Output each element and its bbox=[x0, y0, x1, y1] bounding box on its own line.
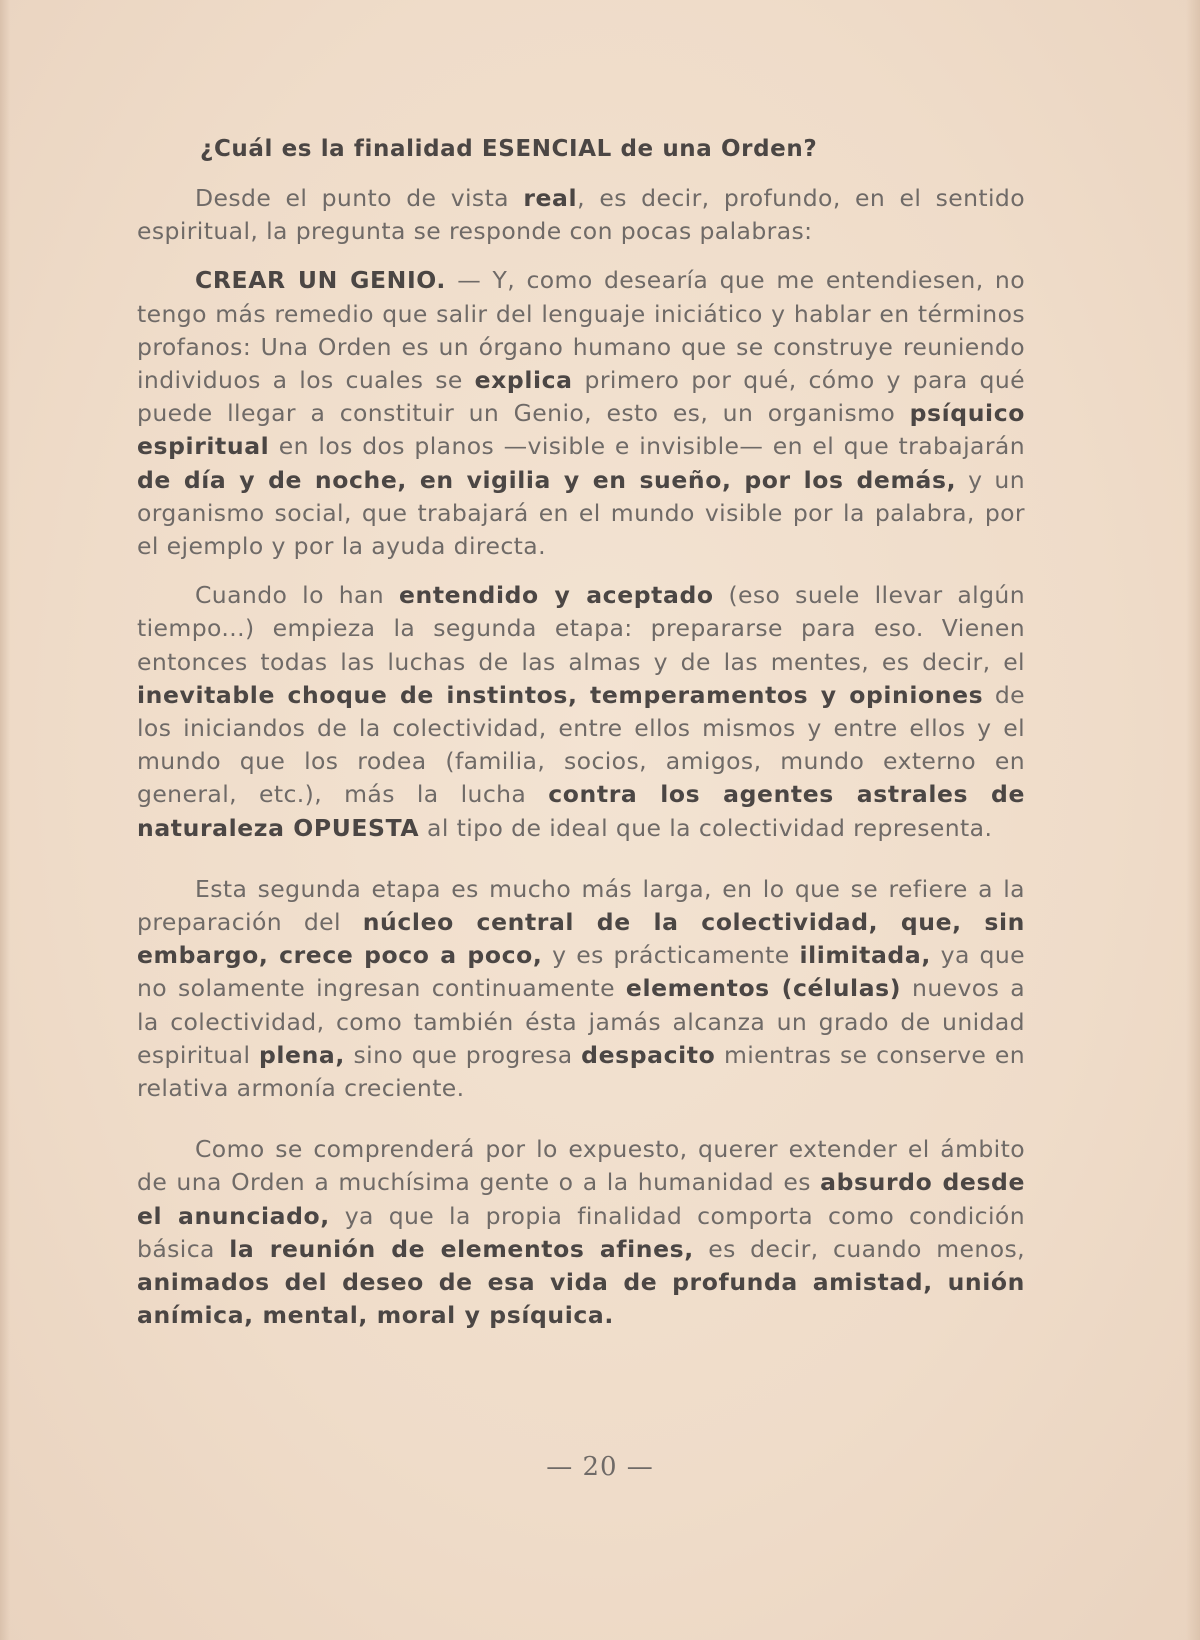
text: — Y, como desearía que me entendiesen, no tengo más remedio que salir del lenguaje iniciático y hablar en términos profanos: Una Orden es un órgano humano que se construye reuniendo individuos a los cuales se bbox=[137, 266, 1025, 395]
paragraph-2 bbox=[137, 264, 1025, 563]
text: Desde el punto de vista bbox=[195, 184, 524, 212]
page-content bbox=[137, 128, 1025, 1333]
text: mientras se conserve en relativa armonía creciente. bbox=[137, 1040, 1025, 1103]
bold-text: entendido y aceptado bbox=[398, 581, 714, 610]
bold-text: absurdo desde el anunciado, bbox=[137, 1168, 1025, 1230]
paragraph-4 bbox=[137, 873, 1025, 1105]
bold-text: explica bbox=[474, 366, 573, 395]
bold-text: ilimitada, bbox=[799, 941, 931, 970]
text: ya que no solamente ingresan continuamente bbox=[137, 941, 1025, 1003]
paragraph-1 bbox=[137, 182, 1025, 248]
page-number: — 20 — bbox=[546, 1452, 654, 1482]
text: primero por qué, cómo y para qué puede llegar a constituir un Genio, esto es, un organismo bbox=[137, 366, 1025, 428]
paragraph-5 bbox=[137, 1133, 1025, 1332]
section-heading: ¿Cuál es la finalidad ESENCIAL de una Orden? bbox=[200, 136, 818, 162]
bold-text: contra los agentes astrales de naturaleza OPUESTA bbox=[137, 780, 1025, 842]
text: ya que la propia finalidad comporta como condición básica bbox=[137, 1201, 1026, 1263]
text: al tipo de ideal que la colectividad representa. bbox=[419, 813, 993, 842]
bold-text: CREAR UN GENIO. bbox=[195, 266, 446, 295]
text: , es decir, profundo, en el sentido espiritual, la pregunta se responde con pocas palabras: bbox=[137, 184, 1026, 246]
bold-text: elementos (células) bbox=[625, 974, 902, 1003]
text: Cuando lo han bbox=[195, 581, 399, 610]
bold-text: animados del deseo de esa vida de profunda amistad, unión anímica, mental, moral y psíquica. bbox=[137, 1268, 1025, 1330]
text: es decir, cuando menos, bbox=[693, 1234, 1025, 1263]
bold-text: la reunión de elementos afines, bbox=[229, 1234, 694, 1263]
text: Como se comprenderá por lo expuesto, querer extender el ámbito de una Orden a muchísima gente o a la humanidad es bbox=[137, 1135, 1025, 1197]
text: nuevos a la colectividad, como también ésta jamás alcanza un grado de unidad espiritual bbox=[137, 974, 1025, 1069]
text: Esta segunda etapa es mucho más larga, en lo que se refiere a la preparación del bbox=[137, 874, 1025, 937]
bold-text: de día y de noche, en vigilia y en sueño, por los demás, bbox=[137, 465, 957, 494]
paragraph-3 bbox=[137, 579, 1025, 845]
bold-text: despacito bbox=[581, 1040, 716, 1069]
text: (eso suele llevar algún tiempo...) empieza la segunda etapa: prepararse para eso. Vienen entonces todas las luchas de las almas y de las mentes, es decir, el bbox=[137, 581, 1025, 676]
bold-text: núcleo central de la colectividad, que, sin embargo, crece poco a poco, bbox=[137, 908, 1025, 970]
bold-text: psíquico espiritual bbox=[137, 399, 1025, 461]
text: y un organismo social, que trabajará en el mundo visible por la palabra, por el ejemplo y por la ayuda directa. bbox=[137, 465, 1025, 561]
text: de los iniciandos de la colectividad, entre ellos mismos y entre ellos y el mundo que los rodea (familia, socios, amigos, mundo externo en general, etc.), más la lucha bbox=[137, 680, 1026, 809]
bold-text: inevitable choque de instintos, temperamentos y opiniones bbox=[137, 680, 984, 709]
text: y es prácticamente bbox=[542, 941, 800, 970]
text: sino que progresa bbox=[344, 1040, 582, 1069]
text: en los dos planos —visible e invisible— en el que trabajarán bbox=[269, 432, 1025, 461]
bold-text: real bbox=[523, 184, 578, 212]
bold-text: plena, bbox=[258, 1040, 345, 1069]
